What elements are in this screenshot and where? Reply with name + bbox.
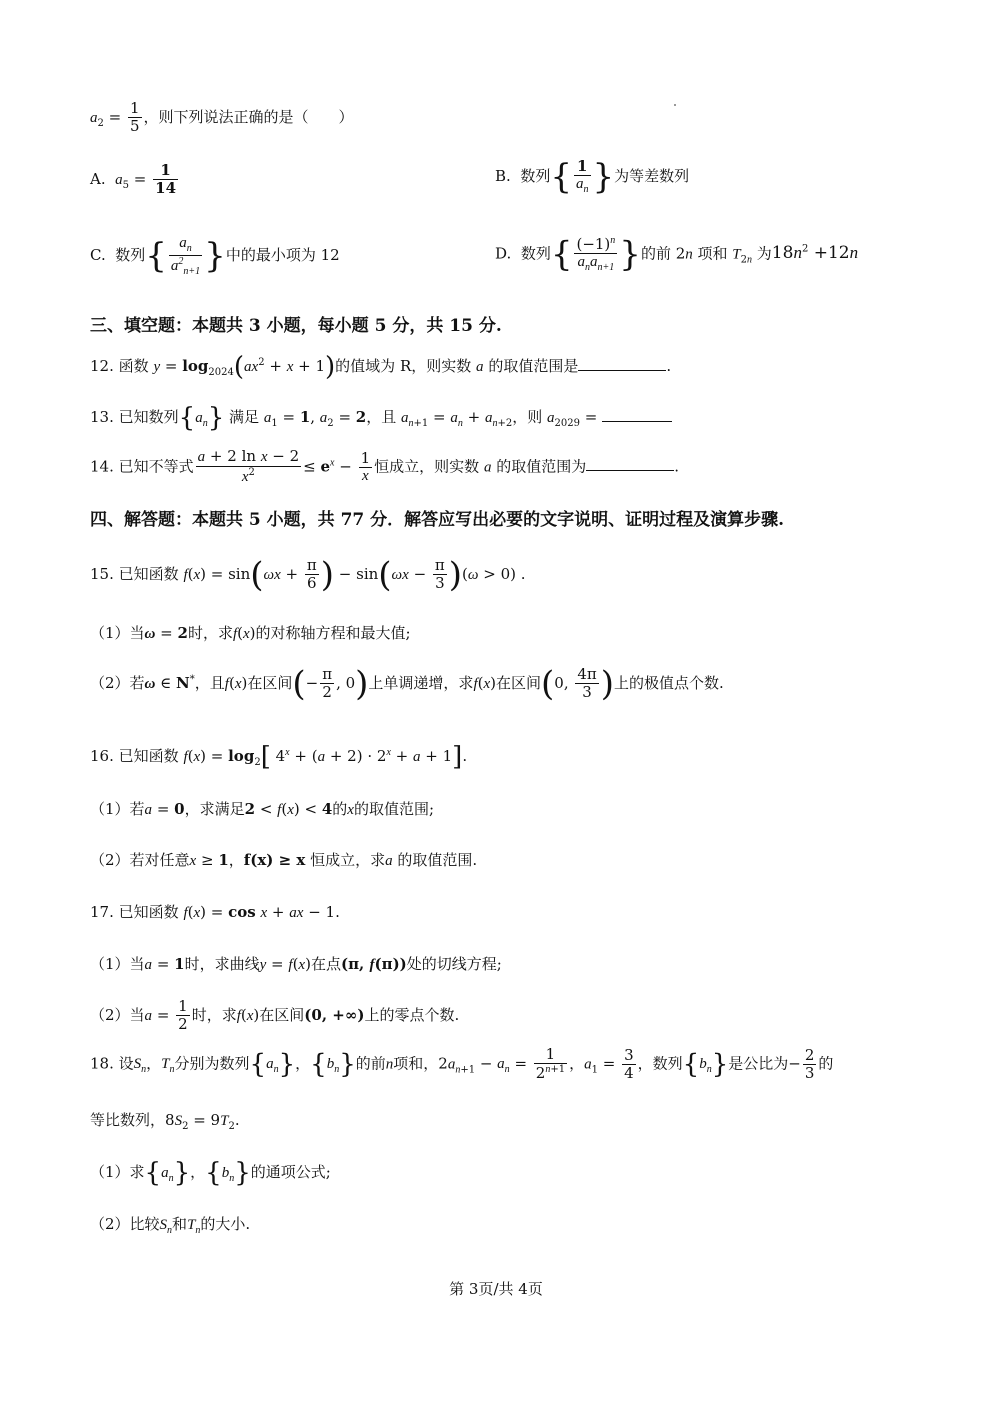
q18-mid3: 项和， [393,1054,439,1073]
q16-p1-mid2: 的 [332,800,348,818]
q17-number: 17. [90,903,114,921]
q12-answer-blank[interactable] [578,356,666,371]
q15-p2-mid2: 在区间 [247,673,293,692]
q17-p2-mid2: 在区间 [259,1005,305,1024]
q14-post: 的取值范围为 [496,457,587,476]
q11-option-c: C. 数列{ $\frac{a_n}{a^2_{n+1}}$ }中的最小项为 12 [90,235,340,277]
q11-option-b: B. 数列{ $\frac{1}{a_n}$ }为等差数列 [495,156,690,197]
q15-p2-mid4: 在区间 [496,673,542,692]
q14-pre: 已知不等式 [118,457,194,476]
q15-p1-pre: （1）当 [90,624,145,642]
q16-p1-mid: ，求满足 [184,800,245,818]
q15-pre: 已知函数 [118,564,179,583]
q14-answer-blank[interactable] [586,456,674,471]
option-d-label: D. [495,244,512,263]
question-12: 12. 函数 $y = \log_{2024}(ax^2 + x + 1)$的值域为 R，则实数 a 的取值范围是 . [90,352,672,382]
q13-answer-blank[interactable] [602,407,672,422]
option-b-label: B. [495,166,511,185]
q16-p2-pre: （2）若对任意 [90,851,190,869]
q18-pre: 设 [118,1054,134,1073]
q11-option-d: D. 数列{ $\frac{(-1)^n}{a_na_{n+1}}$ }的前 2n 项和 $T_{2n}$ 为$18n^2 +12n$ [495,234,859,275]
option-b-pre: 数列 [520,166,551,185]
q18-mid5: 是公比为 [728,1054,789,1073]
option-d-post1: 的前 2 [640,244,686,263]
q16-p2-mid2: 恒成立，求 [310,851,386,869]
q13-mid2: ，且 [366,408,397,426]
q13-pre: 已知数列 [118,408,179,426]
question-16: 16. 已知函数 $f(x) = \log_2$[ $4^x + (a + 2) \cdot 2^x + a + 1$]. [90,742,468,772]
q18-mid4: ，数列 [637,1054,683,1073]
option-c-label: C. [90,246,106,264]
q16-part-2: （2）若对任意x ≥ 1，f(x) ≥ x 恒成立，求a 的取值范围. [90,851,478,869]
q17-p1-end: 处的切线方程; [406,955,502,973]
scan-speck [674,104,676,106]
q17-pre: 已知函数 [118,903,179,921]
q15-p1-end: 的对称轴方程和最大值; [255,624,411,642]
q17-p1-mid2: 在点 [310,955,341,973]
question-13: 13. 已知数列$\{a_n\}$ 满足 $a_1 = 1$, $a_2 = 2$，且 $a_{n+1} = a_n + a_{n+2}$，则 $a_{2029}$ = [90,405,672,431]
q18-p2-mid: 和 [172,1215,188,1233]
q15-p2-end: 上的极值点个数. [614,673,724,692]
q18-mid6: 的 [818,1054,834,1073]
q18-p1-end: 的通项公式; [250,1163,331,1181]
q15-p1-post: 时，求 [187,624,233,642]
page-footer: 第 3页/共 4页 [449,1280,543,1298]
section-4-heading: 四、解答题：本题共 5 小题，共 77 分．解答应写出必要的文字说明、证明过程及演算步骤. [90,510,785,530]
q12-post: 的取值范围是 [488,357,579,375]
q15-part-1: （1）当ω = 2时，求f(x)的对称轴方程和最大值; [90,624,411,642]
question-14: 14. 已知不等式 $\frac{\text{a + 2 ln x − 2}}{x^2}$ ≤ $e^x$ − $\frac{1}{x}$ 恒成立，则实数 a 的取值范围为 . [90,447,680,486]
q12-pre: 函数 [118,357,149,375]
q12-mid: 的值域为 R，则实数 [335,357,472,375]
q13-number: 13. [90,408,114,426]
q17-p1-pre: （1）当 [90,955,145,973]
option-d-post3: 为 [752,244,772,263]
q17-part-2: （2）当a = $\frac{1}{2}$ 时，求f(x)在区间(0, +∞)上的零点个数. [90,997,460,1034]
option-b-post: 为等差数列 [614,166,690,185]
q16-part-1: （1）若a = 0，求满足2 < f(x) < 4的x的取值范围; [90,800,435,818]
section-3-heading: 三、填空题：本题共 3 小题，每小题 5 分，共 15 分. [90,316,502,336]
q18-line-2: 等比数列，$8S_2 = 9T_2$. [90,1111,240,1132]
q15-part-2: （2）若ω ∈ N*，且f(x)在区间(− $\frac{\pi}{2}$ , 0)上单调递增，求f(x)在区间(0, $\frac{4\pi}{3}$ )上的极值点个数. [90,663,724,704]
option-c-pre: 数列 [115,246,146,264]
q13-mid1: 满足 [229,408,260,426]
q18-p1-pre: （1）求 [90,1163,145,1181]
q17-p2-end: 上的零点个数. [364,1005,460,1024]
q16-p1-pre: （1）若 [90,800,145,818]
q16-p2-end: 的取值范围. [397,851,478,869]
q16-pre: 已知函数 [118,747,179,765]
q18-number: 18. [90,1054,114,1073]
q14-number: 14. [90,457,114,476]
q11-rest-text: ，则下列说法正确的是（ ） [143,107,354,126]
q18-mid2: 的前 [355,1054,386,1073]
option-d-post2: 项和 [692,244,733,263]
question-18: 18. 设$S_n$，$T_n$分别为数列$\{a_n\}$，$\{b_n\}$的前n项和，$2a_{n+1} - a_n$ = $\frac{1}{2^{n+1}}$ ，$a_1$ = $\frac{3}{4}$ ，数列$\{b_n\}$是公比为− $\frac{2}{3}$ 的 [90,1045,834,1083]
q17-p1-mid: 时，求曲线 [184,955,260,973]
q16-p1-end: 的取值范围; [353,800,435,818]
option-a-label: A. [90,169,106,188]
q15-p2-pre: （2）若 [90,673,145,692]
q17-p2-pre: （2）当 [90,1005,145,1024]
option-c-post: 中的最小项为 12 [225,246,340,264]
q15-p2-mid1: ，且 [194,673,225,692]
q15-number: 15. [90,564,114,583]
q14-mid: 恒成立，则实数 [374,457,480,476]
q18-line2-pre: 等比数列， [90,1111,166,1129]
q16-number: 16. [90,747,114,765]
q13-mid3: ，则 [512,408,543,426]
q18-part-1: （1）求$\{a_n\}$，$\{b_n\}$的通项公式; [90,1158,331,1188]
q12-number: 12. [90,357,114,375]
q18-part-2: （2）比较$S_n$和$T_n$的大小. [90,1215,251,1236]
q18-p2-end: 的大小. [200,1215,251,1233]
q11-option-a: A. $a_5$ = $\frac{1}{14}$ [90,161,177,198]
q11-condition: $a_2$ = $\frac{1}{5}$ ，则下列说法正确的是（ ） [90,99,354,136]
question-17: 17. 已知函数 f(x) = cos x + ax − 1. [90,903,340,921]
q17-part-1: （1）当a = 1时，求曲线y = f(x)在点(π, f(π))处的切线方程; [90,955,502,973]
q16-p2-mid: ， [228,851,244,869]
q18-p2-pre: （2）比较 [90,1215,160,1233]
question-15: 15. 已知函数 f(x) = sin(ωx + $\frac{\pi}{6}$ ) − sin(ωx − $\frac{\pi}{3}$ )(ω > 0) . [90,554,526,595]
q18-mid1: 分别为数列 [174,1054,250,1073]
option-d-pre: 数列 [520,244,551,263]
q15-p2-mid3: 上单调递增，求 [368,673,474,692]
q17-p2-mid: 时，求 [191,1005,237,1024]
